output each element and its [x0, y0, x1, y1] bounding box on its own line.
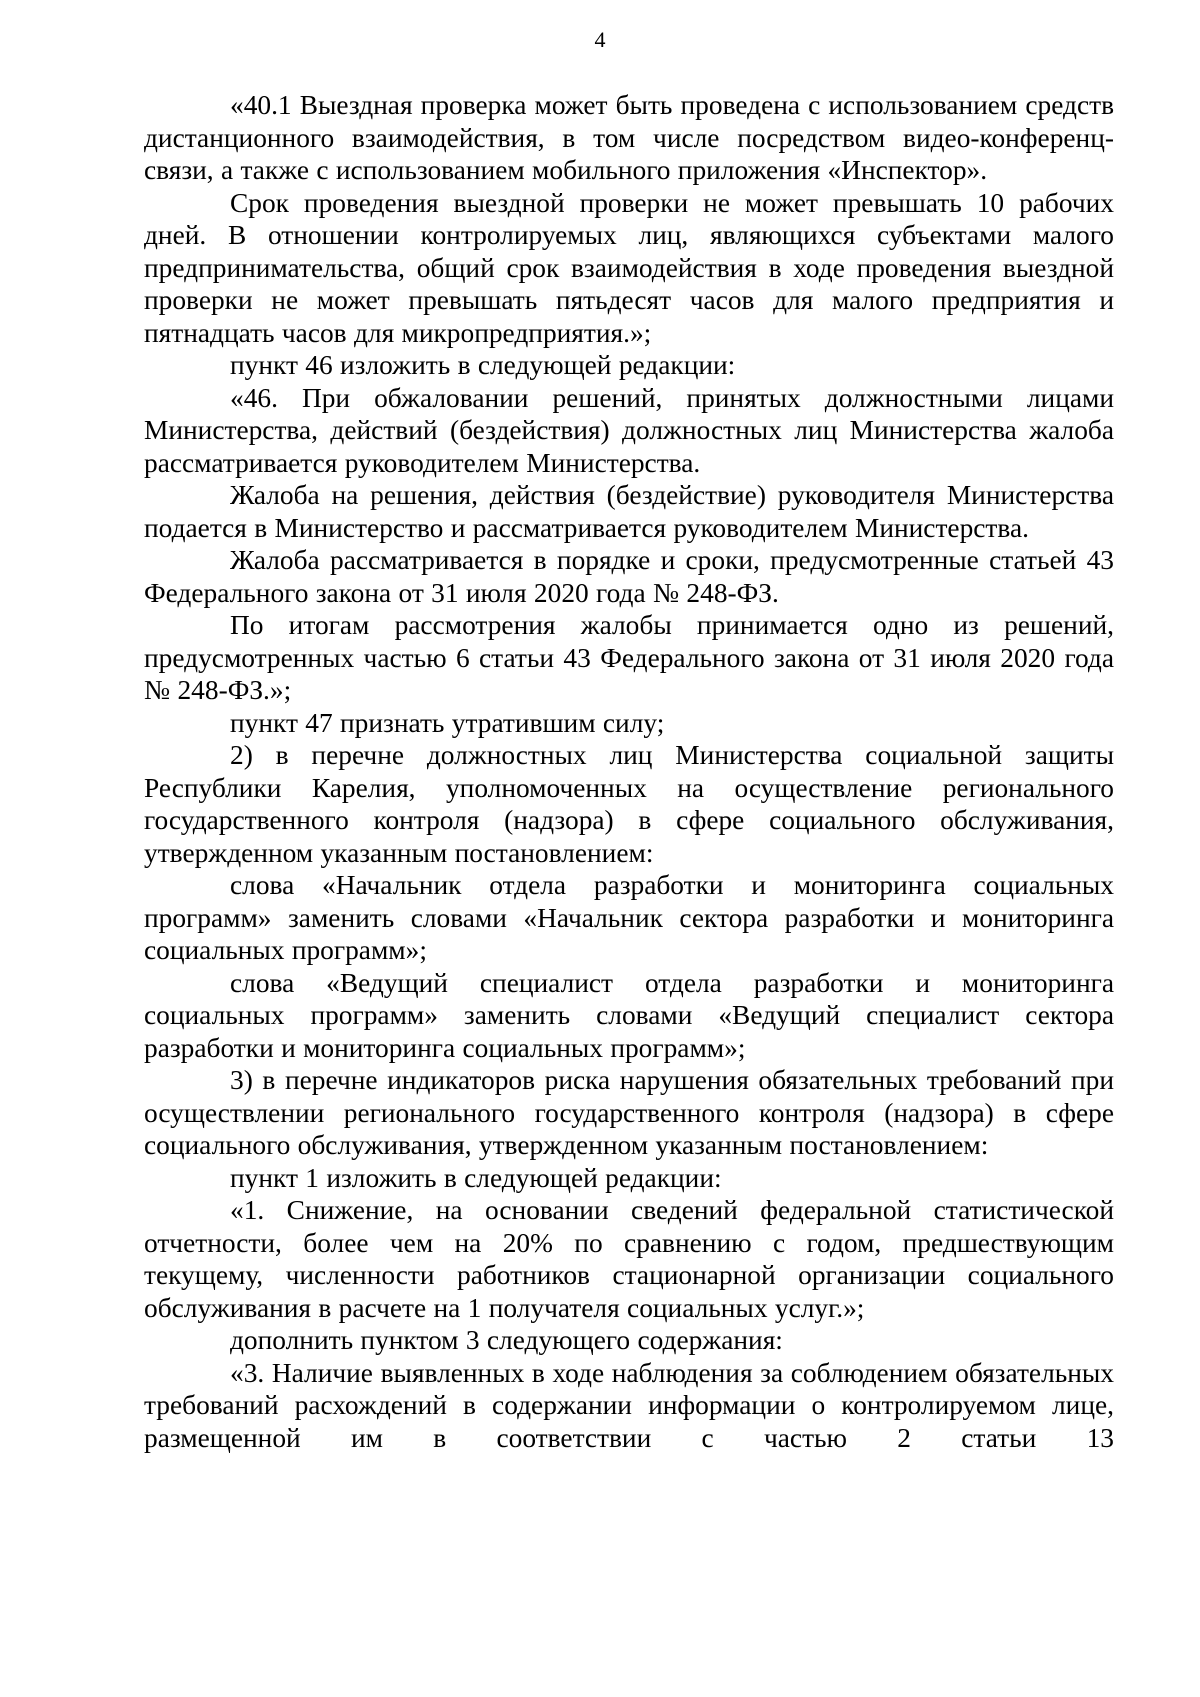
paragraph-item-1: «1. Снижение, на основании сведений федеральной статистической отчетности, более чем на 20% по сравнению с годом, предшествующим текущему, численности работников стационарной организации социального обслуживания в расчете на 1 получателя социальных услуг.»; [144, 1195, 1114, 1323]
paragraph-officials-list: 2) в перечне должностных лиц Министерства социальной защиты Республики Карелия, уполномоченных на осуществление регионального государственного контроля (надзора) в сфере социального обслуживания, утвержденном указанным постановлением: [144, 740, 1114, 868]
page-number: 4 [594, 27, 606, 52]
paragraph-complaint-head: Жалоба на решения, действия (бездействие) руководителя Министерства подается в Министерство и рассматривается руководителем Министерства. [144, 480, 1114, 543]
paragraph-item-46: «46. При обжаловании решений, принятых должностными лицами Министерства, действий (бездействия) должностных лиц Министерства жалоба рассматривается руководителем Министерства. [144, 382, 1114, 478]
paragraph-inspection-term: Срок проведения выездной проверки не может превышать 10 рабочих дней. В отношении контролируемых лиц, являющихся субъектами малого предпринимательства, общий срок взаимодействия в ходе проведения выездной проверки не может превышать пятьдесят часов для малого предприятия и пятнадцать часов для микропредприятия.»; [144, 187, 1114, 348]
paragraph-specialist-replacement: слова «Ведущий специалист отдела разработки и мониторинга социальных программ» заменить словами «Ведущий специалист сектора разработки и мониторинга социальных программ»; [144, 967, 1114, 1063]
paragraph-item-3: «3. Наличие выявленных в ходе наблюдения за соблюдением обязательных требований расхождений в содержании информации о контролируемом лице, размещенной им в соответствии с частью 2 статьи 13 [144, 1357, 1114, 1453]
paragraph-complaint-procedure: Жалоба рассматривается в порядке и сроки, предусмотренные статьей 43 Федерального закона от 31 июля 2020 года № 248-ФЗ. [144, 545, 1114, 608]
paragraph-head-replacement: слова «Начальник отдела разработки и мониторинга социальных программ» заменить словами «Начальник сектора разработки и мониторинга социальных программ»; [144, 870, 1114, 965]
paragraph-item-1-intro: пункт 1 изложить в следующей редакции: [230, 1162, 722, 1193]
document-body [144, 89, 1114, 1454]
paragraph-item-3-intro: дополнить пунктом 3 следующего содержания: [230, 1325, 783, 1355]
paragraph-item-46-intro: пункт 46 изложить в следующей редакции: [230, 350, 736, 380]
paragraph-complaint-result: По итогам рассмотрения жалобы принимается одно из решений, предусмотренных частью 6 статьи 43 Федерального закона от 31 июля 2020 года № 248-ФЗ.»; [144, 610, 1114, 705]
paragraph-40-1: «40.1 Выездная проверка может быть проведена с использованием средств дистанционного взаимодействия, в том числе посредством видео-конференц-связи, а также с использованием мобильного приложения «Инспектор». [144, 90, 1114, 185]
paragraph-item-47: пункт 47 признать утратившим силу; [230, 707, 665, 738]
paragraph-risk-indicators: 3) в перечне индикаторов риска нарушения обязательных требований при осуществлении регионального государственного контроля (надзора) в сфере социального обслуживания, утвержденном указанным постановлением: [144, 1065, 1114, 1160]
